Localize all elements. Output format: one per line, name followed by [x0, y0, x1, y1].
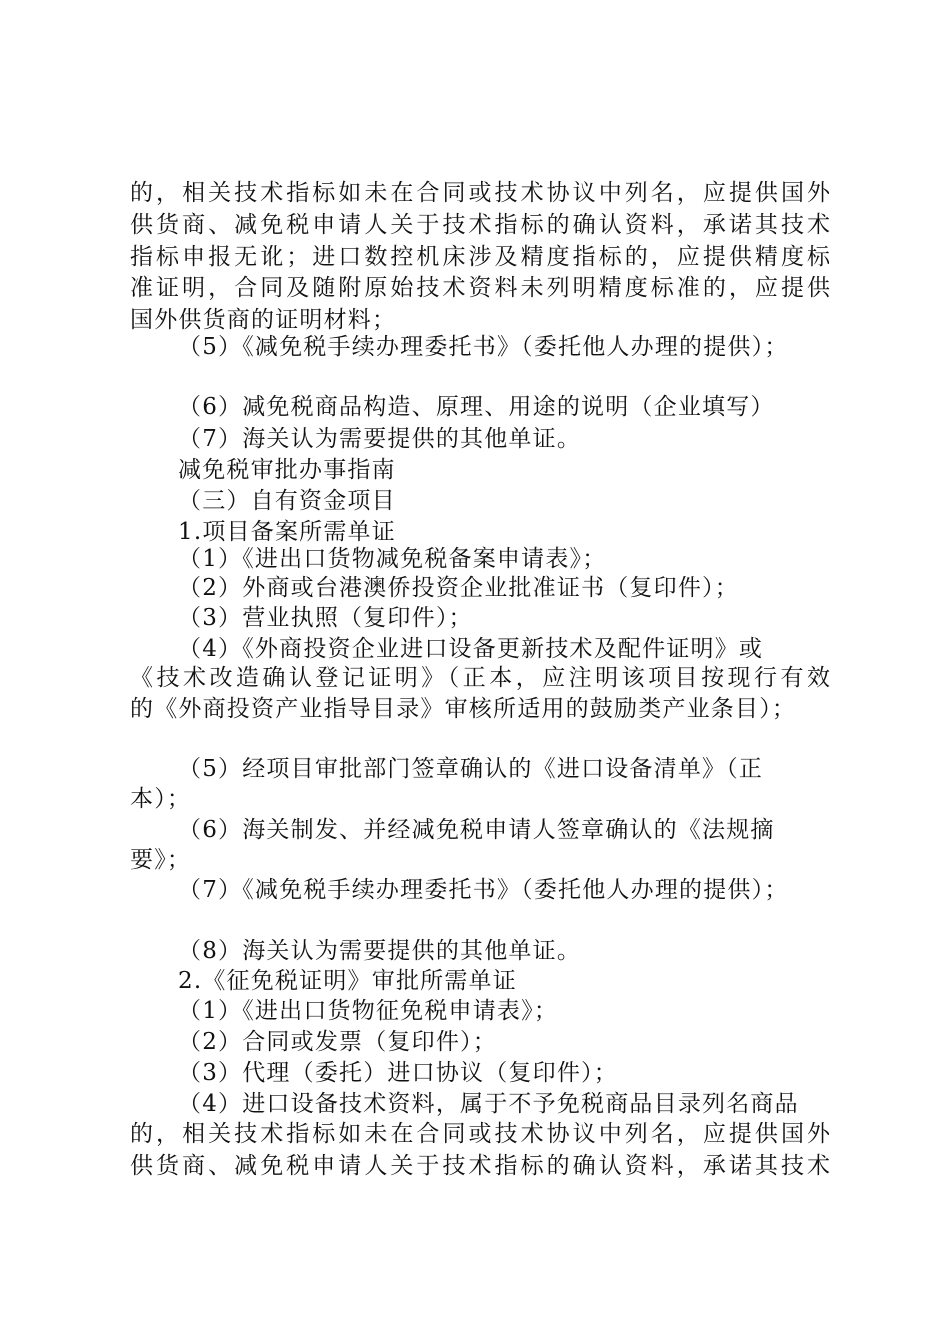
section-heading: 减免税审批办事指南: [178, 457, 396, 483]
paragraph-line: 要》；: [130, 847, 192, 873]
paragraph-line: 供货商、减免税申请人关于技术指标的确认资料，承诺其技术: [130, 212, 830, 238]
list-item: （6）海关制发、并经减免税申请人签章确认的《法规摘: [178, 817, 775, 843]
paragraph-line: 本）；: [130, 786, 192, 812]
list-item: （2）外商或台港澳侨投资企业批准证书（复印件）；: [178, 575, 739, 601]
list-item: （4）进口设备技术资料，属于不予免税商品目录列名商品: [178, 1091, 799, 1117]
paragraph-line: 国外供货商的证明材料；: [130, 307, 397, 333]
list-item: （5）经项目审批部门签章确认的《进口设备清单》（正: [178, 756, 764, 782]
list-item: （2）合同或发票（复印件）；: [178, 1029, 497, 1055]
list-item: （7）海关认为需要提供的其他单证。: [178, 426, 582, 452]
list-item: （5）《减免税手续办理委托书》（委托他人办理的提供）；: [178, 334, 789, 360]
paragraph-line: 准证明，合同及随附原始技术资料未列明精度标准的，应提供: [130, 275, 830, 301]
paragraph-line: 指标申报无讹；进口数控机床涉及精度指标的，应提供精度标: [130, 244, 830, 270]
list-item: （3）营业执照（复印件）；: [178, 605, 473, 631]
paragraph-line: 的《外商投资产业指导目录》审核所适用的鼓励类产业条目）；: [130, 696, 797, 722]
section-heading: （三）自有资金项目: [178, 488, 396, 514]
list-item: （8）海关认为需要提供的其他单证。: [178, 938, 582, 964]
paragraph-line: 《技术改造确认登记证明》（正本，应注明该项目按现行有效: [130, 665, 830, 691]
list-item: （1）《进出口货物征免税申请表》；: [178, 998, 559, 1024]
paragraph-line: 供货商、减免税申请人关于技术指标的确认资料，承诺其技术: [130, 1153, 830, 1179]
list-item: （7）《减免税手续办理委托书》（委托他人办理的提供）；: [178, 877, 789, 903]
list-item: （6）减免税商品构造、原理、用途的说明（企业填写）: [178, 394, 775, 420]
list-item: （4）《外商投资企业进口设备更新技术及配件证明》或: [178, 636, 764, 662]
list-item: （3）代理（委托）进口协议（复印件）；: [178, 1060, 618, 1086]
subsection-heading: 2.《征免税证明》审批所需单证: [178, 968, 517, 994]
subsection-heading: 1.项目备案所需单证: [178, 519, 396, 545]
paragraph-line: 的，相关技术指标如未在合同或技术协议中列名，应提供国外: [130, 180, 830, 206]
list-item: （1）《进出口货物减免税备案申请表》；: [178, 546, 607, 572]
paragraph-line: 的，相关技术指标如未在合同或技术协议中列名，应提供国外: [130, 1121, 830, 1147]
